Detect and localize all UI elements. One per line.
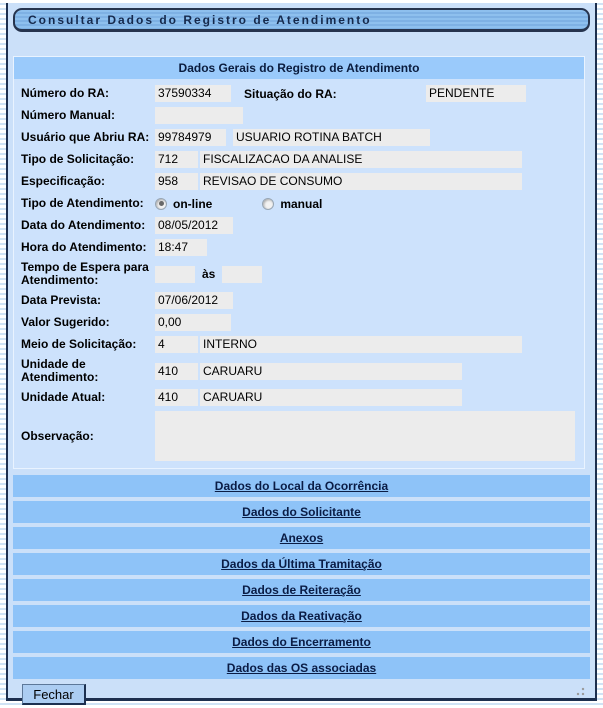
general-data-form	[14, 79, 584, 461]
panel-header-title: Dados Gerais do Registro de Atendimento	[178, 61, 420, 75]
section-link-local-ocorrencia[interactable]	[13, 475, 590, 497]
tempo-espera-from	[155, 266, 195, 283]
observacao-label: Observação:	[21, 428, 94, 443]
section-link-reativacao[interactable]	[13, 605, 590, 627]
valor-sugerido-label: Valor Sugerido:	[21, 315, 110, 329]
row-tempo-espera	[21, 261, 578, 287]
tipo-solicitacao-label: Tipo de Solicitação:	[21, 152, 135, 166]
section-links	[8, 475, 595, 679]
section-link-label: Dados do Local da Ocorrência	[214, 479, 389, 493]
section-link-label: Anexos	[279, 531, 324, 545]
hora-atendimento-value: 18:47	[155, 239, 207, 256]
data-prevista-value: 07/06/2012	[155, 292, 233, 309]
tempo-espera-label: Tempo de Espera para Atendimento:	[21, 260, 149, 287]
section-link-label: Dados da Última Tramitação	[221, 557, 382, 571]
row-usuario-abriu	[21, 129, 578, 146]
unidade-atual-name: CARUARU	[200, 389, 462, 406]
row-valor-sugerido	[21, 314, 578, 331]
unidade-atual-label: Unidade Atual:	[21, 390, 106, 404]
valor-sugerido-value: 0,00	[155, 314, 231, 331]
tipo-solicitacao-name: FISCALIZACAO DA ANALISE	[200, 151, 522, 168]
unidade-atual-code: 410	[155, 389, 198, 406]
row-hora-atendimento	[21, 239, 578, 256]
row-numero-ra	[21, 85, 578, 102]
row-tipo-solicitacao	[21, 151, 578, 168]
section-link-reiteracao[interactable]	[13, 579, 590, 601]
section-link-encerramento[interactable]	[13, 631, 590, 653]
meio-solicitacao-code: 4	[155, 336, 198, 353]
dialog-frame	[6, 3, 597, 701]
section-link-anexos[interactable]	[13, 527, 590, 549]
section-link-solicitante[interactable]	[13, 501, 590, 523]
row-unidade-atendimento	[21, 358, 578, 384]
data-atendimento-label: Data do Atendimento:	[21, 218, 146, 232]
unidade-atendimento-code: 410	[155, 363, 198, 380]
tempo-espera-separator: às	[202, 267, 216, 281]
meio-solicitacao-name: INTERNO	[200, 336, 522, 353]
numero-manual-label: Número Manual:	[21, 108, 116, 122]
hora-atendimento-label: Hora do Atendimento:	[21, 240, 147, 254]
numero-ra-value: 37590334	[155, 85, 231, 102]
data-atendimento-value: 08/05/2012	[155, 217, 233, 234]
tipo-solicitacao-code: 712	[155, 151, 198, 168]
row-observacao	[21, 411, 578, 461]
numero-manual-value	[155, 107, 243, 124]
observacao-textarea	[155, 411, 575, 461]
situacao-ra-label: Situação do RA:	[244, 86, 337, 101]
unidade-atendimento-label: Unidade de Atendimento:	[21, 357, 99, 384]
radio-online-label: on-line	[173, 196, 213, 211]
usuario-abriu-label: Usuário que Abriu RA:	[21, 130, 150, 144]
section-link-label: Dados do Solicitante	[242, 505, 361, 519]
data-prevista-label: Data Prevista:	[21, 293, 102, 307]
meio-solicitacao-label: Meio de Solicitação:	[21, 337, 137, 351]
row-especificacao	[21, 173, 578, 190]
numero-ra-label: Número do RA:	[21, 86, 109, 100]
radio-online	[155, 198, 167, 210]
section-link-label: Dados do Encerramento	[232, 635, 371, 649]
tipo-atendimento-label: Tipo de Atendimento:	[21, 196, 144, 210]
especificacao-name: REVISAO DE CONSUMO	[200, 173, 522, 190]
section-link-label: Dados da Reativação	[241, 609, 362, 623]
row-data-atendimento	[21, 217, 578, 234]
row-numero-manual	[21, 107, 578, 124]
row-data-prevista	[21, 292, 578, 309]
panel-header	[14, 57, 584, 79]
row-tipo-atendimento	[21, 195, 578, 212]
unidade-atendimento-name: CARUARU	[200, 363, 462, 380]
section-link-os-associadas[interactable]	[13, 657, 590, 679]
window-titlebar	[13, 8, 590, 32]
usuario-abriu-name: USUARIO ROTINA BATCH	[233, 129, 430, 146]
row-meio-solicitacao	[21, 336, 578, 353]
especificacao-label: Especificação:	[21, 174, 106, 188]
section-link-label: Dados de Reiteração	[242, 583, 361, 597]
resize-grip-icon	[575, 686, 585, 696]
section-link-ultima-tramitacao[interactable]	[13, 553, 590, 575]
close-button[interactable]: Fechar	[22, 684, 86, 705]
row-unidade-atual	[21, 389, 578, 406]
section-link-label: Dados das OS associadas	[226, 661, 377, 675]
general-data-panel	[13, 56, 585, 469]
usuario-abriu-code: 99784979	[155, 129, 226, 146]
especificacao-code: 958	[155, 173, 198, 190]
window-title: Consultar Dados do Registro de Atendimento	[28, 12, 372, 27]
radio-manual	[262, 198, 274, 210]
situacao-ra-value: PENDENTE	[426, 85, 526, 102]
tempo-espera-to	[222, 266, 262, 283]
radio-manual-label: manual	[280, 196, 323, 211]
